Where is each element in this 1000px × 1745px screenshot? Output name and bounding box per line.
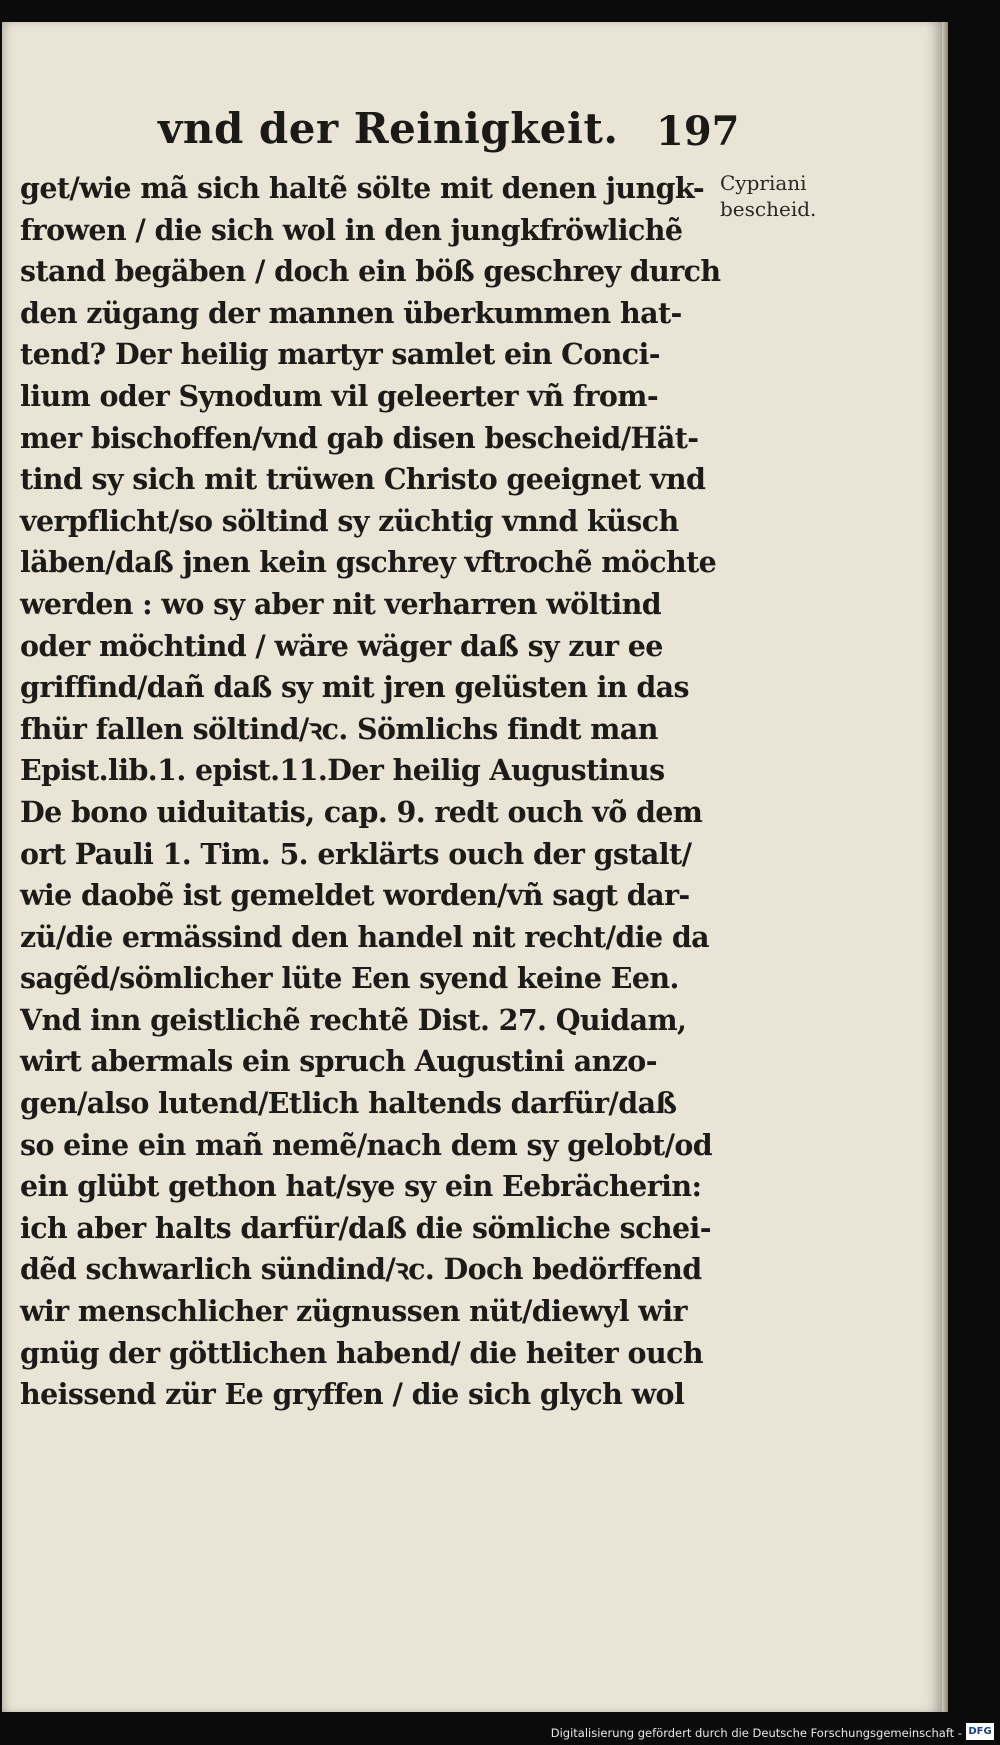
text-line: ich aber halts darfür/daß die sömliche schei- bbox=[20, 1210, 711, 1245]
text-line: sagẽd/sömlicher lüte Een syend keine Een. bbox=[20, 961, 679, 996]
text-line: gen/also lutend/Etlich haltends darfür/daß bbox=[20, 1086, 677, 1121]
text-line: zü/die ermässind den handel nit recht/die da bbox=[20, 919, 710, 954]
text-line: so eine ein mañ nemẽ/nach dem sy gelobt/od bbox=[20, 1127, 713, 1162]
text-line: ort Pauli 1. Tim. 5. erklärts ouch der gstalt/ bbox=[20, 836, 692, 871]
text-line: dẽd schwarlich sündind/ꝛc. Doch bedörffend bbox=[20, 1252, 702, 1287]
text-line: wirt abermals ein spruch Augustini anzo- bbox=[20, 1044, 657, 1079]
text-line: ein glübt gethon hat/sye sy ein Eebrächerin: bbox=[20, 1169, 702, 1204]
running-head: vnd der Reinigkeit. bbox=[158, 104, 619, 153]
text-line: werden : wo sy aber nit verharren wöltind bbox=[20, 586, 662, 621]
page-number: 197 bbox=[656, 108, 740, 155]
text-line: get/wie mã sich haltẽ sölte mit denen jungk- bbox=[20, 171, 705, 205]
body-text bbox=[20, 168, 720, 1416]
text-line: Epist.lib.1. epist.11.Der heilig Augustinus bbox=[20, 753, 665, 788]
marginal-note bbox=[720, 170, 816, 222]
text-line: lium oder Synodum vil geleerter vñ from- bbox=[20, 378, 659, 413]
marginal-note-line: bescheid. bbox=[720, 197, 817, 221]
text-line: den zügang der mannen überkummen hat- bbox=[20, 295, 682, 330]
text-line: oder möchtind / wäre wäger daß sy zur ee bbox=[20, 628, 663, 663]
text-line: griffind/dañ daß sy mit jren gelüsten in das bbox=[20, 670, 689, 705]
text-line: tend? Der heilig martyr samlet ein Conci- bbox=[20, 337, 660, 372]
text-line: tind sy sich mit trüwen Christo geeignet vnd bbox=[20, 462, 706, 497]
dfg-logo: DFG bbox=[966, 1723, 994, 1740]
text-line: heissend zür Ee gryffen / die sich glych wol bbox=[20, 1377, 685, 1412]
text-line: wir menschlicher zügnussen nüt/diewyl wir bbox=[20, 1294, 687, 1329]
text-line: wie daobẽ ist gemeldet worden/vñ sagt dar- bbox=[20, 878, 690, 913]
text-line: stand begäben / doch ein böß geschrey durch bbox=[20, 254, 721, 289]
text-line: gnüg der göttlichen habend/ die heiter ouch bbox=[20, 1335, 703, 1370]
text-line: verpflicht/so söltind sy züchtig vnnd küsch bbox=[20, 503, 679, 538]
text-line: frowen / die sich wol in den jungkfröwlichẽ bbox=[20, 212, 683, 247]
text-line: fhür fallen söltind/ꝛc. Sömlichs findt man bbox=[20, 711, 658, 746]
page-edge bbox=[942, 22, 948, 1712]
text-line: mer bischoffen/vnd gab disen bescheid/Hät- bbox=[20, 420, 699, 455]
footer-credit: Digitalisierung gefördert durch die Deutsche Forschungsgemeinschaft - bbox=[550, 1726, 962, 1740]
text-line: De bono uiduitatis, cap. 9. redt ouch võ dem bbox=[20, 794, 703, 829]
text-line: läben/daß jnen kein gschrey vftrochẽ möchte bbox=[20, 545, 717, 580]
marginal-note-line: Cypriani bbox=[720, 171, 807, 195]
text-line: Vnd inn geistlichẽ rechtẽ Dist. 27. Quidam, bbox=[20, 1002, 687, 1037]
